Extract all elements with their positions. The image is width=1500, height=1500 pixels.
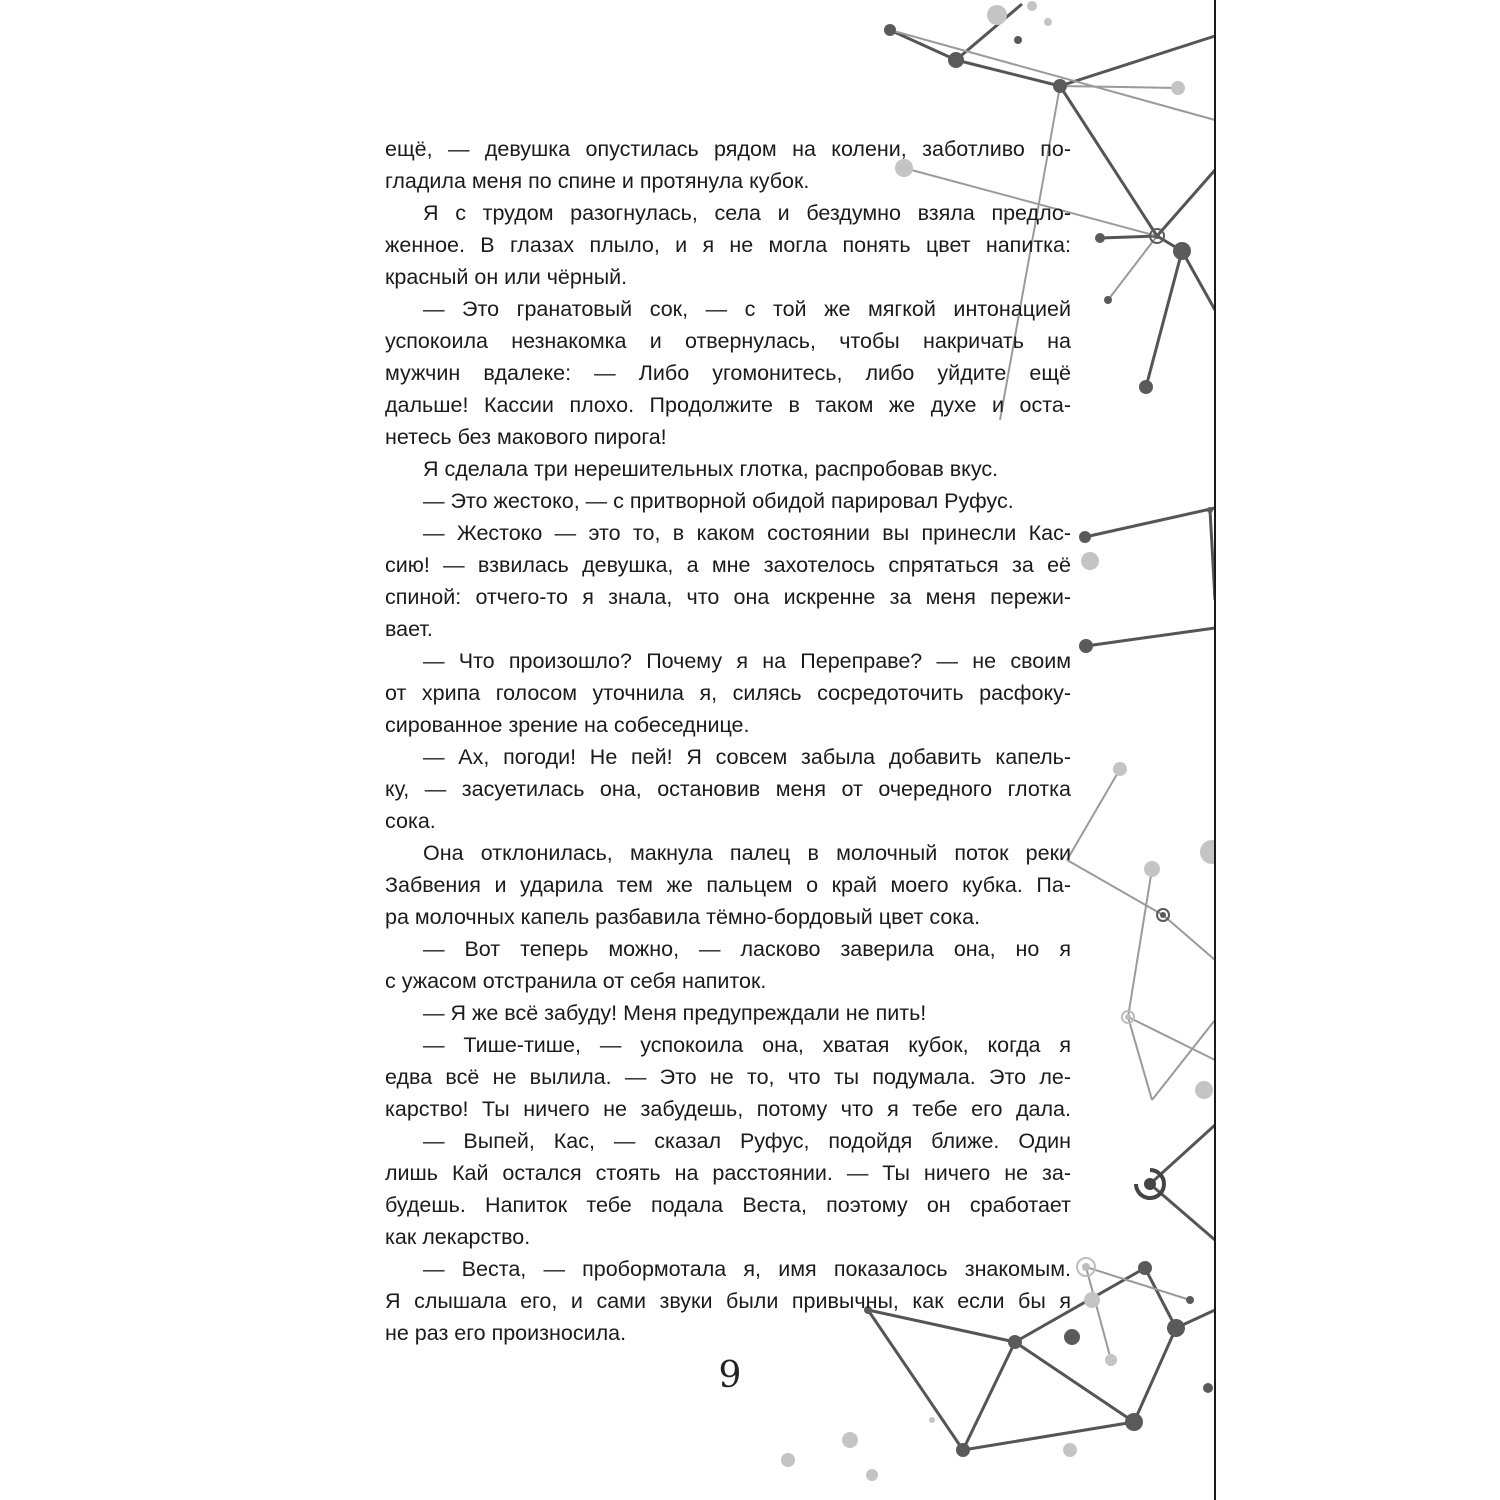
text-line: карство! Ты ничего не забудешь, потому что я тебе его дала. bbox=[385, 1097, 1071, 1121]
text-line: лишь Кай остался стоять на расстоянии. — Ты ничего не за- bbox=[385, 1161, 1071, 1185]
text-line: — Что произошло? Почему я на Переправе? — не своим bbox=[423, 649, 1071, 673]
text-line: не раз его произносила. bbox=[385, 1321, 627, 1345]
text-line: с ужасом отстранила от себя напиток. bbox=[385, 969, 767, 993]
text-line: — Я же всё забуду! Меня предупреждали не пить! bbox=[423, 1001, 927, 1025]
text-line: — Жестоко — это то, в каком состоянии вы принесли Кас- bbox=[423, 521, 1071, 545]
text-line: едва всё не вылила. — Это не то, что ты подумала. Это ле- bbox=[385, 1065, 1071, 1089]
text-line: сию! — взвилась девушка, а мне захотелось спрятаться за её bbox=[385, 553, 1071, 577]
book-text bbox=[385, 133, 1071, 1349]
text-line: Я слышала его, и сами звуки были привычны, как если бы я bbox=[385, 1289, 1071, 1313]
text-line: ку, — засуетилась она, остановив меня от очередного глотка bbox=[385, 777, 1071, 801]
text-line: гладила меня по спине и протянула кубок. bbox=[385, 169, 810, 193]
text-line: — Тише-тише, — успокоила она, хватая кубок, когда я bbox=[423, 1033, 1071, 1057]
text-line: ещё, — девушка опустилась рядом на колени, заботливо по- bbox=[385, 137, 1071, 161]
text-line: успокоила незнакомка и отвернулась, чтобы накричать на bbox=[385, 329, 1071, 353]
text-line: — Вот теперь можно, — ласково заверила она, но я bbox=[423, 937, 1071, 961]
text-line: ра молочных капель разбавила тёмно-бордовый цвет сока. bbox=[385, 905, 981, 929]
text-line: мужчин вдалеке: — Либо угомонитесь, либо уйдите ещё bbox=[385, 361, 1071, 385]
page-margin bbox=[1216, 0, 1500, 1500]
text-line: Я с трудом разогнулась, села и бездумно взяла предло- bbox=[423, 201, 1071, 225]
text-line: — Веста, — пробормотала я, имя показалось знакомым. bbox=[423, 1257, 1071, 1281]
text-line: Я сделала три нерешительных глотка, распробовав вкус. bbox=[423, 457, 999, 481]
text-line: — Это гранатовый сок, — с той же мягкой интонацией bbox=[423, 297, 1071, 321]
text-line: от хрипа голосом уточнила я, силясь сосредоточить расфоку- bbox=[385, 681, 1071, 705]
text-line: как лекарство. bbox=[385, 1225, 531, 1249]
text-line: дальше! Кассии плохо. Продолжите в таком же духе и оста- bbox=[385, 393, 1071, 417]
text-line: спиной: отчего-то я знала, что она искренне за меня пережи- bbox=[385, 585, 1071, 609]
text-line: — Это жестоко, — с притворной обидой парировал Руфус. bbox=[423, 489, 1014, 513]
text-line: — Ах, погоди! Не пей! Я совсем забыла добавить капель- bbox=[423, 745, 1071, 769]
text-line: вает. bbox=[385, 617, 433, 641]
text-line: сока. bbox=[385, 809, 436, 833]
page-number: 9 bbox=[718, 1355, 742, 1396]
text-line: Она отклонилась, макнула палец в молочный поток реки bbox=[423, 841, 1071, 865]
text-line: красный он или чёрный. bbox=[385, 265, 628, 289]
text-line: — Выпей, Кас, — сказал Руфус, подойдя ближе. Один bbox=[423, 1129, 1071, 1153]
text-line: Забвения и ударила тем же пальцем о край моего кубка. Па- bbox=[385, 873, 1071, 897]
text-line: сированное зрение на собеседнице. bbox=[385, 713, 750, 737]
text-line: будешь. Напиток тебе подала Веста, поэтому он сработает bbox=[385, 1193, 1071, 1217]
text-line: нетесь без макового пирога! bbox=[385, 425, 667, 449]
page-edge bbox=[1214, 0, 1216, 1500]
text-line: женное. В глазах плыло, и я не могла понять цвет напитка: bbox=[385, 233, 1071, 257]
